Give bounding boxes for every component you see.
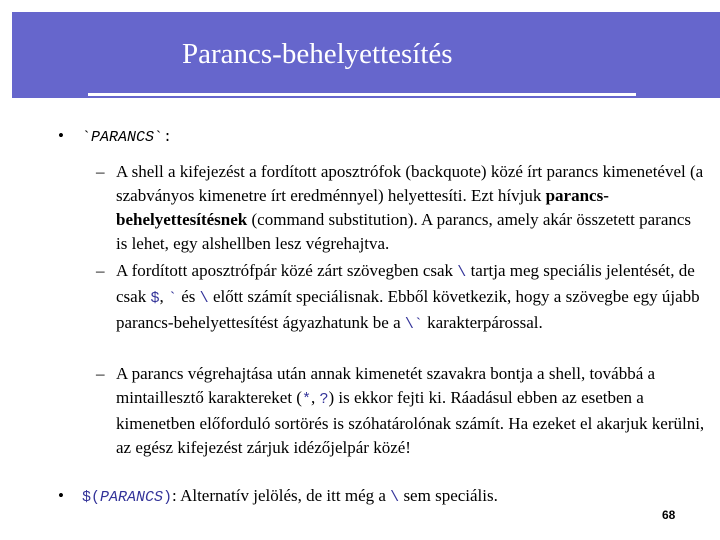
bullet-2: $(PARANCS): Alternatív jelölés, de itt még a \ sem speciális. [82,486,498,506]
bullet-1 [82,124,172,150]
colon: : [163,129,173,146]
backquote-close: ` [154,129,164,146]
term-parancs-behelyettesites: parancs-behelyettesítésnek [116,186,609,229]
backslash-code: \ [457,264,467,281]
bullet-1-marker: • [58,126,64,145]
backquote-code: ` [167,290,177,307]
page-number: 68 [662,508,676,522]
sub-item-1 [96,160,706,256]
sub-3-dash: – [96,364,105,383]
dollar-code: $ [150,290,160,307]
parancs-var: PARANCS [91,129,155,146]
question-code: ? [319,391,329,408]
star-code: * [301,391,311,408]
title-underline [88,93,636,96]
sub-1-dash: – [96,162,105,181]
paren-close: ) [163,489,173,506]
slide-title: Parancs-behelyettesítés [182,38,453,70]
dollar-paren-open: $( [82,489,101,506]
backslash-code-3: \ [390,489,400,506]
sub-2-dash: – [96,261,105,280]
backslash-code-2: \ [199,290,209,307]
parancs-var-2: PARANCS [100,489,164,506]
sub-3-text: A parancs végrehajtása után annak kimenetét szavakra bontja a shell, továbbá a mintaillesztő karaktereket (*, ?) is ekkor fejti ki. Ráadásul ebben az esetben a kimenetben előforduló sortörés is szóhatárolónak számít. Ha ezeket el akarjuk kerülni, az egész kifejezést zárjuk idézőjelpár közé! [116,364,705,457]
sub-item-2 [96,259,706,337]
sub-1-text: A shell a kifejezést a fordított aposztrófok (backquote) közé írt parancs kimenetével (a szabványos kimenetre írt eredménnyel) helyettesíti. Ezt hívjuk parancs-behelyettesítésnek (command substitution). A parancs, amely akár összetett parancs is lehet, egy alshellben lesz végrehajtva. [116,162,704,253]
backslash-backquote-code: \` [404,316,423,333]
backquote-open: ` [82,129,92,146]
sub-2-text: A fordított aposztrófpár közé zárt szövegben csak \ tartja meg speciális jelentését, de csak $, ` és \ előtt számít speciálisnak. Ebből következik, hogy a szövegbe egy újabb parancs-behelyettesítést ágyazhatunk be a \` karakterpárossal. [116,261,700,333]
bullet-2-marker: • [58,486,64,505]
sub-item-3 [96,362,706,460]
